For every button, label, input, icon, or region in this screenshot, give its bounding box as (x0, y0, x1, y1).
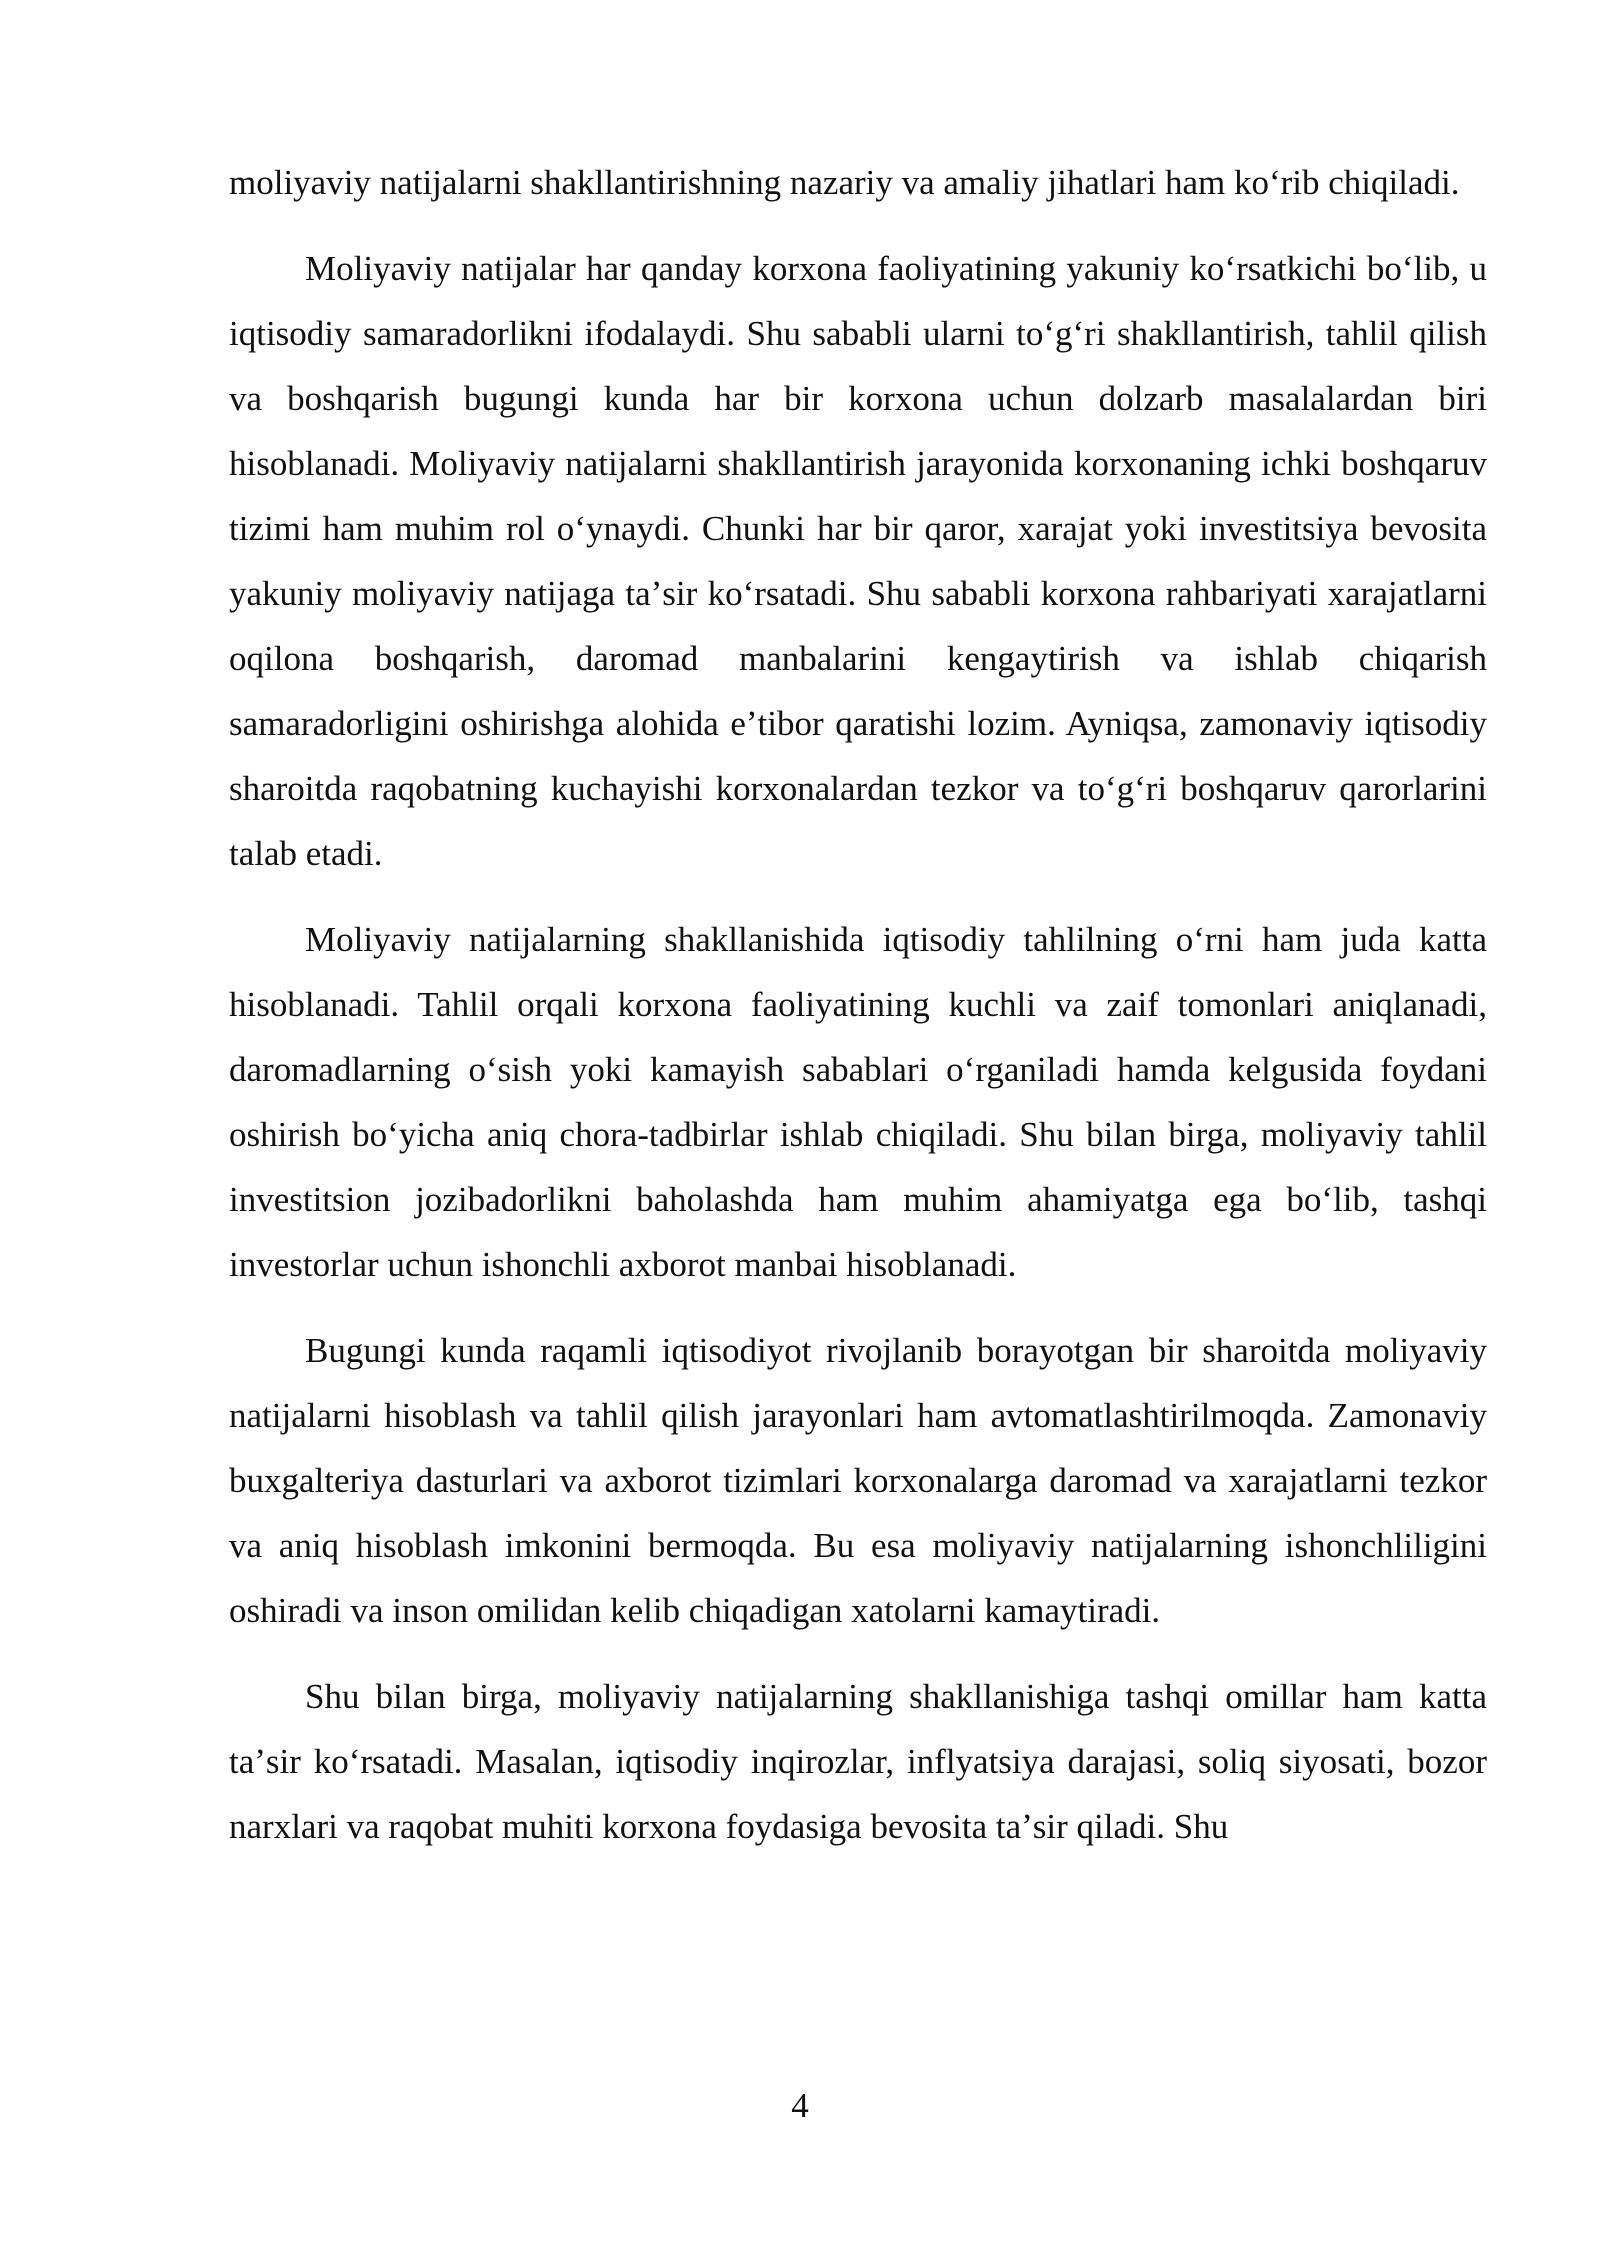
paragraph-digital-economy: Bugungi kunda raqamli iqtisodiyot rivojlanib borayotgan bir sharoitda moliyaviy natijalarni hisoblash va tahlil qilish jarayonlari ham avtomatlashtirilmoqda. Zamonaviy buxgalteriya dasturlari va axborot tizimlari korxonalarga daromad va xarajatlarni tezkor va aniq hisoblash imkonini bermoqda. Bu esa moliyaviy natijalarning ishonchliligini oshiradi va inson omilidan kelib chiqadigan xatolarni kamaytiradi. (229, 1331, 1487, 1630)
paragraph-financial-results: Moliyaviy natijalar har qanday korxona faoliyatining yakuniy koʻrsatkichi boʻlib, u iqtisodiy samaradorlikni ifodalaydi. Shu sababli ularni toʻgʻri shakllantirish, tahlil qilish va boshqarish bugungi kunda har bir korxona uchun dolzarb masalalardan biri hisoblanadi. Moliyaviy natijalarni shakllantirish jarayonida korxonaning ichki boshqaruv tizimi ham muhim rol oʻynaydi. Chunki har bir qaror, xarajat yoki investitsiya bevosita yakuniy moliyaviy natijaga taʼsir koʻrsatadi. Shu sababli korxona rahbariyati xarajatlarni oqilona boshqarish, daromad manbalarini kengaytirish va ishlab chiqarish samaradorligini oshirishga alohida eʼtibor qaratishi lozim. Ayniqsa, zamonaviy iqtisodiy sharoitda raqobatning kuchayishi korxonalardan tezkor va toʻgʻri boshqaruv qarorlarini talab etadi. (229, 249, 1487, 873)
paragraph-economic-analysis: Moliyaviy natijalarning shakllanishida iqtisodiy tahlilning oʻrni ham juda katta hisoblanadi. Tahlil orqali korxona faoliyatining kuchli va zaif tomonlari aniqlanadi, daromadlarning oʻsish yoki kamayish sabablari oʻrganiladi hamda kelgusida foydani oshirish boʻyicha aniq chora-tadbirlar ishlab chiqiladi. Shu bilan birga, moliyaviy tahlil investitsion jozibadorlikni baholashda ham muhim ahamiyatga ega boʻlib, tashqi investorlar uchun ishonchli axborot manbai hisoblanadi. (229, 920, 1487, 1284)
paragraph-continuation: moliyaviy natijalarni shakllantirishning nazariy va amaliy jihatlari ham koʻrib chiqiladi. (229, 163, 1460, 202)
paragraph-external-factors: Shu bilan birga, moliyaviy natijalarning shakllanishiga tashqi omillar ham katta taʼsir koʻrsatadi. Masalan, iqtisodiy inqirozlar, inflyatsiya darajasi, soliq siyosati, bozor narxlari va raqobat muhiti korxona foydasiga bevosita taʼsir qiladi. Shu (229, 1677, 1487, 1846)
page-number: 4 (791, 2086, 809, 2125)
document-body (229, 150, 1487, 1880)
